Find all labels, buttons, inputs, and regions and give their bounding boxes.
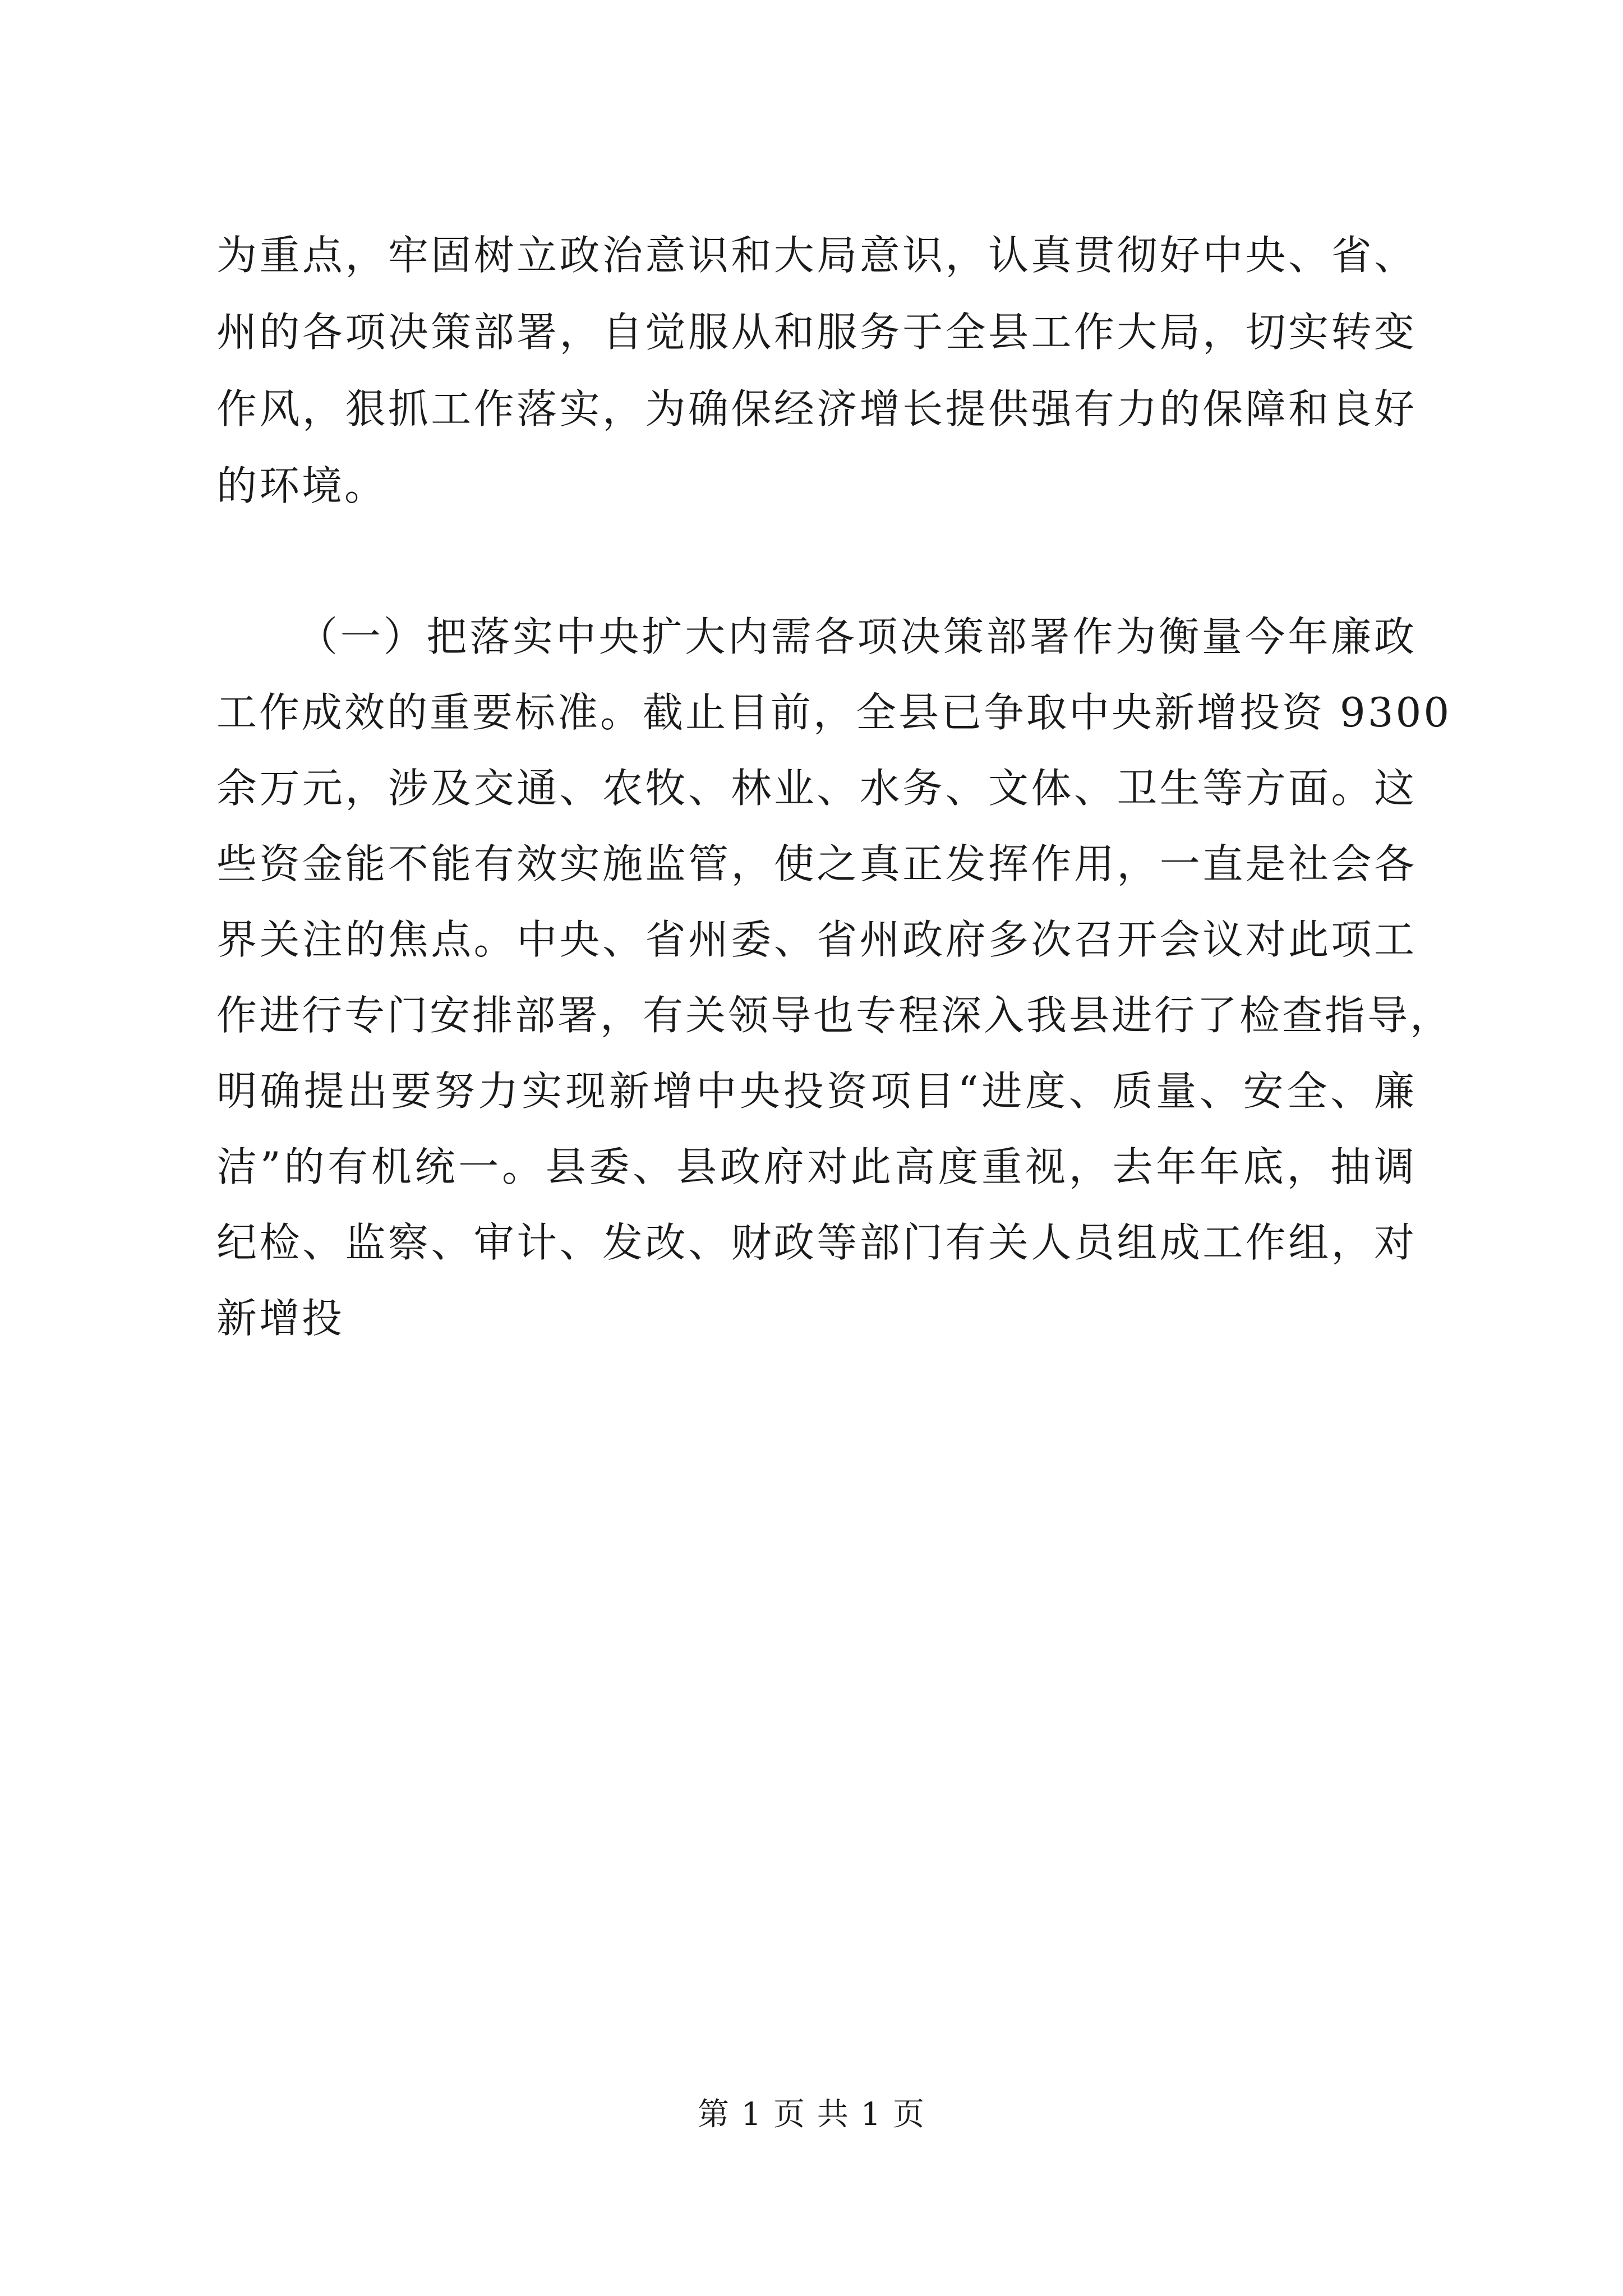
paragraph-line: 作进行专门安排部署，有关领导也专程深入我县进行了检查指导， [216, 992, 1453, 1039]
paragraph-line: 明确提出要努力实现新增中央投资项目“进度、质量、安全、廉 [216, 1068, 1417, 1115]
paragraph-line: 些资金能不能有效实施监管，使之真正发挥作用，一直是社会各 [216, 840, 1417, 887]
paragraph-line: 纪检、监察、审计、发改、财政等部门有关人员组成工作组，对 [216, 1219, 1417, 1266]
paragraph-line: 洁”的有机统一。县委、县政府对此高度重视，去年年底，抽调 [216, 1143, 1417, 1190]
paragraph-line: 州的各项决策部署，自觉服从和服务于全县工作大局，切实转变 [216, 309, 1417, 356]
paragraph-line: 工作成效的重要标准。截止目前，全县已争取中央新增投资 9300 [216, 689, 1452, 736]
paragraph-line: 的环境。 [216, 462, 388, 509]
paragraph-line: 余万元，涉及交通、农牧、林业、水务、文体、卫生等方面。这 [216, 765, 1417, 812]
paragraph-line: 界关注的焦点。中央、省州委、省州政府多次召开会议对此项工 [216, 916, 1417, 963]
paragraph-line: 新增投 [216, 1295, 345, 1342]
page-footer: 第 1 页 共 1 页 [697, 2096, 926, 2133]
paragraph-line: 作风，狠抓工作落实，为确保经济增长提供强有力的保障和良好 [216, 385, 1417, 432]
paragraph-line: 为重点，牢固树立政治意识和大局意识，认真贯彻好中央、省、 [216, 232, 1417, 279]
paragraph-line: （一）把落实中央扩大内需各项决策部署作为衡量今年廉政 [297, 613, 1417, 660]
